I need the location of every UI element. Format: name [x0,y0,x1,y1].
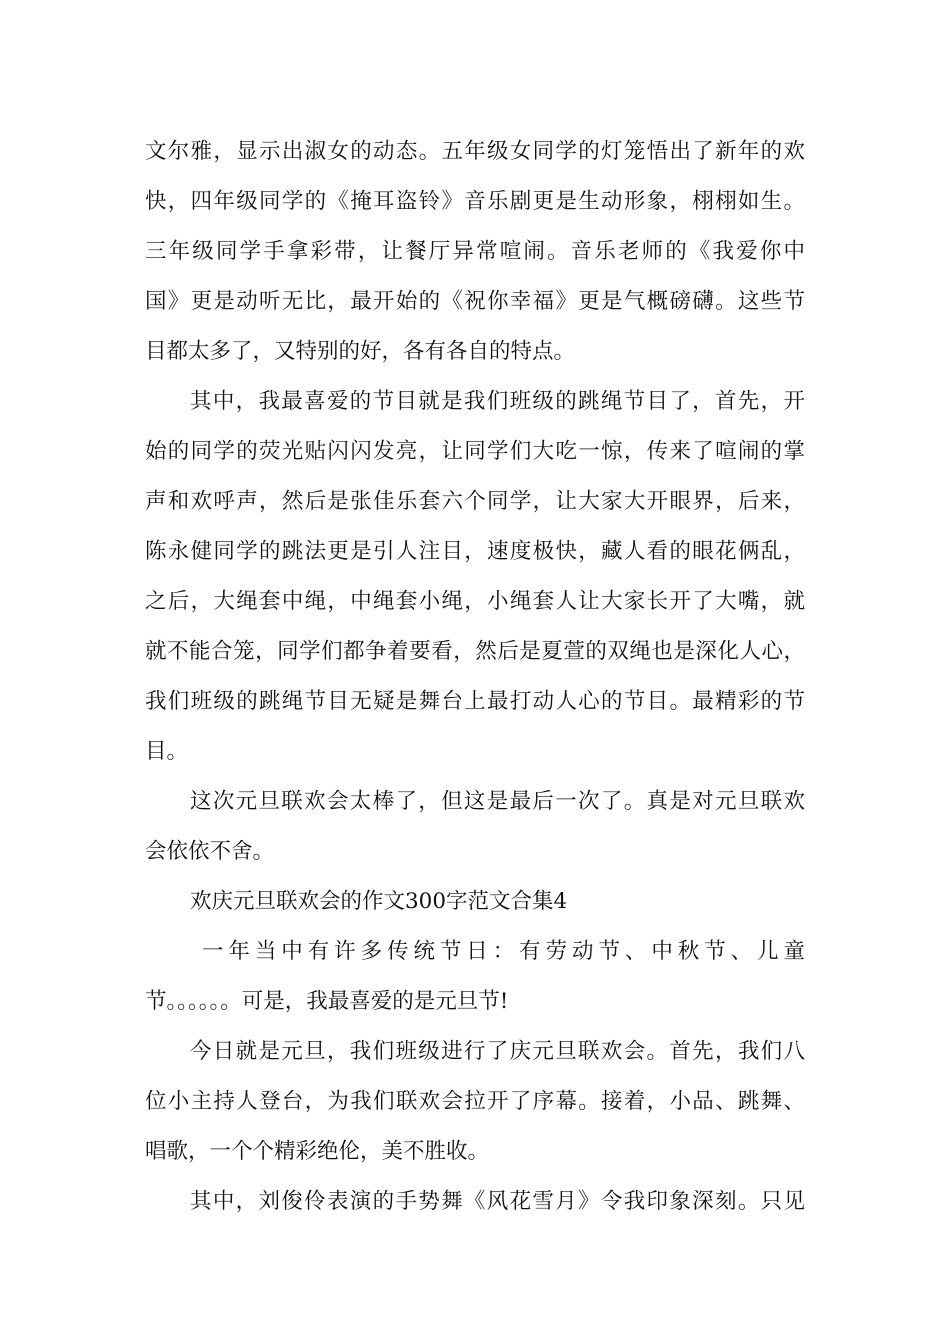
text-line: 陈永健同学的跳法更是引人注目，速度极快，藏人看的眼花俩乱， [145,539,805,564]
text-line: 快，四年级同学的《掩耳盗铃》音乐剧更是生动形象，栩栩如生。 [145,189,805,214]
text-line: 位小主持人登台，为我们联欢会拉开了序幕。接着，小品、跳舞、 [145,1089,805,1114]
paragraph-first-line: 这次元旦联欢会太棒了，但这是最后一次了。真是对元旦联欢 [190,789,805,814]
paragraph-first-line: 其中，刘俊伶表演的手势舞《风花雪月》令我印象深刻。只见 [190,1189,805,1214]
text-line: 文尔雅，显示出淑女的动态。五年级女同学的灯笼悟出了新年的欢 [145,139,805,164]
text-line: 唱歌，一个个精彩绝伦，美不胜收。 [145,1139,490,1164]
paragraph-first-line: 一年当中有许多传统节日：有劳动节、中秋节、儿童 [202,939,805,964]
text-line: 始的同学的荧光贴闪闪发亮，让同学们大吃一惊，传来了喧闹的掌 [145,439,805,464]
text-line: 节。。。。。。可是，我最喜爱的是元旦节! [145,989,509,1014]
paragraph-first-line: 今日就是元旦，我们班级进行了庆元旦联欢会。首先，我们八 [190,1039,805,1064]
section-heading: 欢庆元旦联欢会的作文300字范文合集4 [190,889,568,914]
paragraph-first-line: 其中，我最喜爱的节目就是我们班级的跳绳节目了，首先，开 [190,389,805,414]
text-line: 之后，大绳套中绳，中绳套小绳，小绳套人让大家长开了大嘴，就 [145,589,805,614]
text-line: 目都太多了，又特别的好，各有各自的特点。 [145,339,576,364]
text-line: 声和欢呼声，然后是张佳乐套六个同学，让大家大开眼界，后来， [145,489,805,514]
text-line: 就不能合笼，同学们都争着要看，然后是夏萱的双绳也是深化人心， [145,639,805,664]
text-line: 三年级同学手拿彩带，让餐厅异常喧闹。音乐老师的《我爱你中 [145,239,805,264]
text-line: 国》更是动听无比，最开始的《祝你幸福》更是气概磅礴。这些节 [145,289,805,314]
text-line: 目。 [145,739,189,764]
text-line: 我们班级的跳绳节目无疑是舞台上最打动人心的节目。最精彩的节 [145,689,805,714]
text-line: 会依依不舍。 [145,839,275,864]
